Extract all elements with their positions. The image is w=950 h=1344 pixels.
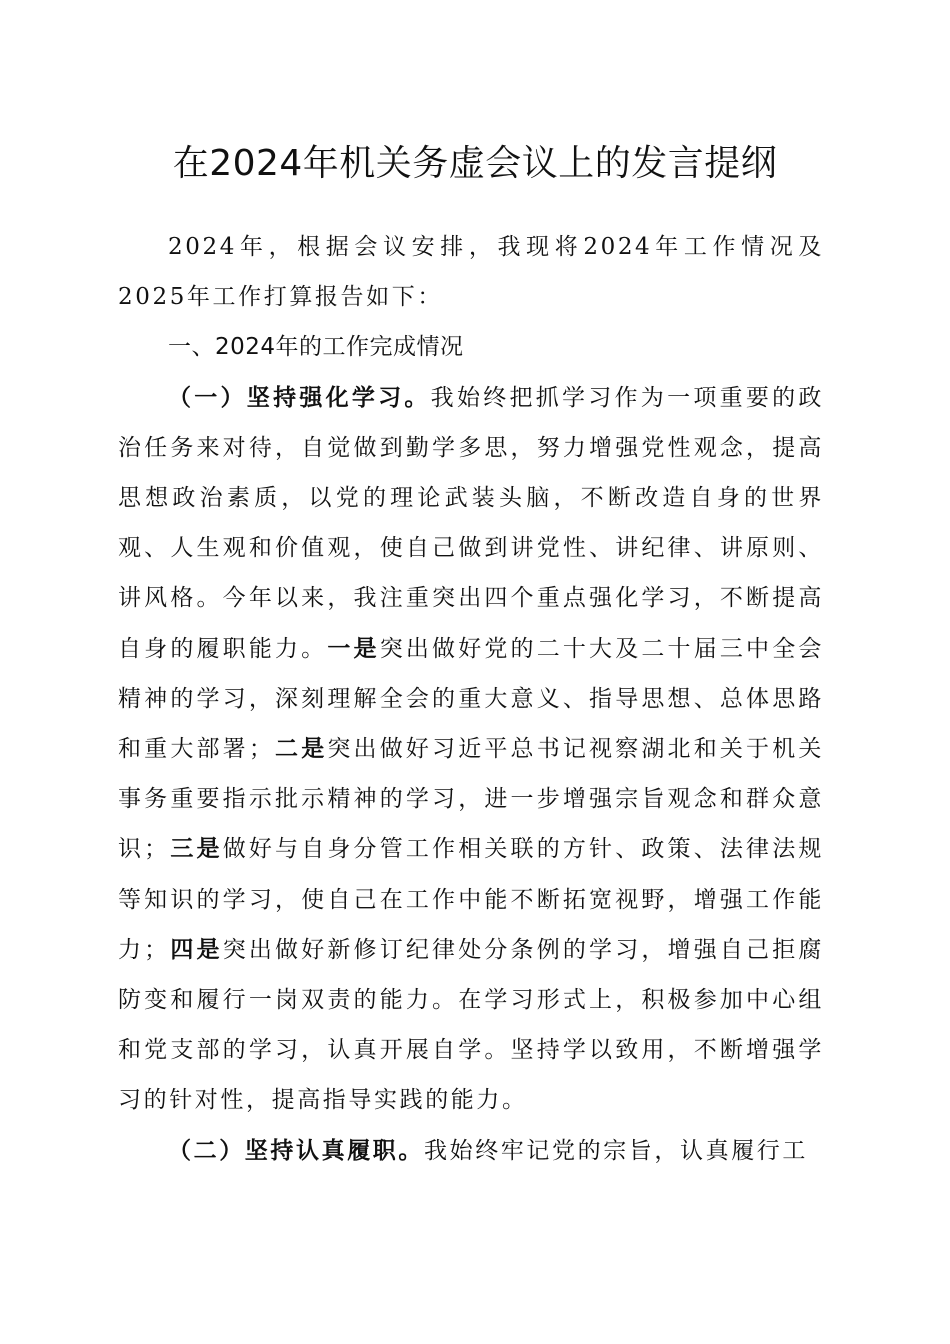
paragraph-duty — [118, 1126, 824, 1176]
paragraph-text: 突出做好习近平总书记视察湖北和关于机关事务重要指示批示精神的学习，进一步增强宗旨观念和群众意识； — [118, 736, 824, 863]
paragraph-text: 我始终牢记党的宗旨，认真履行工 — [424, 1137, 808, 1164]
point-keyword: 二是 — [274, 735, 328, 763]
document-body — [118, 222, 824, 1176]
intro-paragraph: 2024年，根据会议安排，我现将2024年工作情况及2025年工作打算报告如下： — [118, 234, 824, 311]
point-keyword: 四是 — [169, 935, 223, 963]
paragraph-text: 突出做好新修订纪律处分条例的学习，增强自己拒腐防变和履行一岗双责的能力。在学习形式上，积极参加中心组和党支部的学习，认真开展自学。坚持学以致用，不断增强学习的针对性，提高指导实践的能力。 — [118, 936, 824, 1114]
paragraph-text: 突出做好党的二十大及二十届三中全会精神的学习，深刻理解全会的重大意义、指导思想、总体思路和重大部署； — [118, 635, 824, 763]
point-keyword: 三是 — [169, 835, 223, 863]
point-keyword: 一是 — [327, 634, 380, 662]
document-title: 在2024年机关务虚会议上的发言提纲 — [172, 143, 778, 184]
section-heading: 一、2024年的工作完成情况 — [168, 334, 464, 361]
paragraph-text: 我始终把抓学习作为一项重要的政治任务来对待，自觉做到勤学多思，努力增强党性观念，提高思想政治素质，以党的理论武装头脑，不断改造自身的世界观、人生观和价值观，使自己做到讲党性、讲纪律、讲原则、讲风格。今年以来，我注重突出四个重点强化学习，不断提高自身的履职能力。 — [118, 384, 825, 662]
subsection-heading: （一）坚持强化学习。 — [168, 383, 431, 411]
subsection-heading: （二）坚持认真履职。 — [168, 1136, 424, 1164]
paragraph-text: 做好与自身分管工作相关联的方针、政策、法律法规等知识的学习，使自己在工作中能不断拓宽视野，增强工作能力； — [118, 836, 824, 963]
paragraph-study — [118, 373, 824, 1126]
